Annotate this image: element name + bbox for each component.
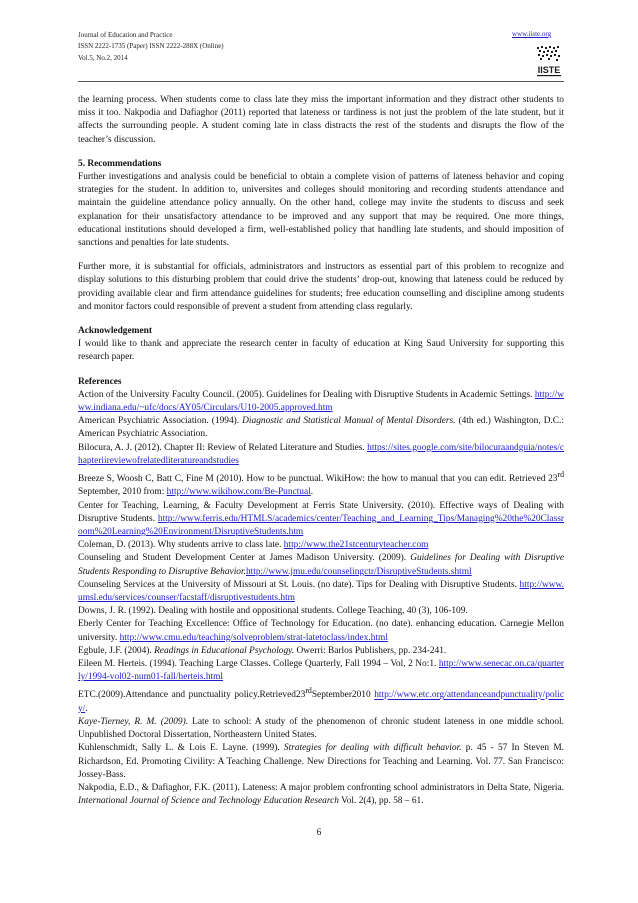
reference-link[interactable]: http://www.ferris.edu/HTMLS/academics/center/Teaching_and_Learning_Tips/Managing%20the%20Classroom%20Learning%20Environment/DisruptiveStudents.htm [78,513,564,538]
acknowledgement-text: I would like to thank and appreciate the research center in faculty of education at King Saud University for supporting this research paper. [78,339,564,363]
reference-link[interactable]: http://www.senecac.on.ca/quarterly/1994-vol02-num01-fall/herteis.html [78,659,564,683]
reference-item: Kaye-Tierney, R. M. (2009). Late to school: A study of the phenomenon of chronic student lateness in one middle school. Unpublished Doctoral Dissertation, Northeastern United States. [78,716,564,741]
reference-item: Eberly Center for Teaching Excellence: Office of Technology for Education. (no date). enhancing education. Carnegie Mellon university. http://www.cmu.edu/teaching/solveproblem/strat-latetoclass/index.html [78,619,564,643]
logo-text: IISTE [537,65,561,75]
issn-line: ISSN 2222-1735 (Paper) ISSN 2222-288X (Online) [78,42,224,51]
reference-item: Counseling Services at the University of Missouri at St. Louis. (no date). Tips for Dealing with Disruptive Students. http://www.umsl.edu/services/counser/facstaff/disruptivestudents.htm [78,579,564,604]
volume-line: Vol.5, No.2, 2014 [78,53,128,62]
reference-link[interactable]: http://www.etc.org/attendanceandpunctuality/policy/ [78,690,564,714]
reference-link[interactable]: http://www.indiana.edu/~ufc/docs/AY05/Circulars/U10-2005.approved.htm [78,389,564,414]
reference-item: Egbule, J.F. (2004). Readings in Educational Psychology. Owerri: Barlos Publishers, pp. 234-241. [78,645,447,656]
acknowledgement-heading: Acknowledgement [78,326,152,337]
running-header [78,30,224,64]
journal-url-link[interactable]: www.iiste.org [512,30,552,38]
reference-item: Eileen M. Herteis. (1994). Teaching Large Classes. College Quarterly, Fall 1994 – Vol, 2 No:1. http://www.senecac.on.ca/quarterly/1994-vol02-num01-fall/herteis.html [78,659,564,683]
reference-item: Center for Teaching, Learning, & Faculty Development at Ferris State University. (2010). Effective ways of Dealing with Disruptive Students. http://www.ferris.edu/HTMLS/academics/center/Teaching_and_Learning_Tips/Managing%20the%20Classroom%20Learning%20Environment/DisruptiveStudents.htm [78,500,564,538]
reference-item: Nakpodia, E.D., & Dafiaghor, F.K. (2011). Lateness: A major problem confronting school administrators in Delta State, Nigeria. International Journal of Science and Technology Education Research Vol. 2(4), pp. 58 – 61. [78,783,564,807]
intro-paragraph: the learning process. When students come to class late they miss the important information and they distract other students to miss it too. Nakpodia and Dafiaghor (2011) reported that lateness or tardiness is not just the problem of the late student, but it affects the surrounding people. A student coming late in class distracts the rest of the students and disrupts the flow of the teacher’s discussion. [78,95,564,145]
reference-item: Kuhlenschmidt, Sally L. & Lois E. Layne. (1999). Strategies for dealing with difficult behavior. p. 45 - 57 In Steven M. Richardson, Ed. Promoting Civility: A Teaching Challenge. New Directions for Teaching and Learning. Vol. 77. San Francisco: Jossey-Bass. [78,743,565,780]
reference-link[interactable]: http://www.umsl.edu/services/counser/facstaff/disruptivestudents.htm [78,579,564,604]
page-body [78,94,564,808]
reference-link[interactable]: http://www.wikihow.com/Be-Punctual [166,487,311,498]
references-heading: References [78,376,122,387]
iiste-logo [534,45,564,79]
recommendations-paragraph-2: Further more, it is substantial for officials, administrators and instructors as essential part of this problem to recognize and display solutions to this disturbing problem that could drive the students’ drop-out, knowing that lateness could be reduced by providing available clear and firm attendance guidelines for students; free education counselling and discipline among students and monitor factors could responsible of prevent a student from attending class regularly. [78,262,564,312]
reference-item: Breeze S, Woosh C, Batt C, Fine M (2010). How to be punctual. WikiHow: the how to manual that you can edit. Retrieved 23rd September, 2010 from: http://www.wikihow.com/Be-Punctual. [78,470,564,498]
reference-link[interactable]: http://www.jmu.edu/counselingctr/DisruptiveStudents.shtml [245,566,472,577]
reference-item: Action of the University Faculty Council. (2005). Guidelines for Dealing with Disruptive Students in Academic Settings. http://www.indiana.edu/~ufc/docs/AY05/Circulars/U10-2005.approved.htm [78,389,564,414]
reference-item: Bilocura, A. J. (2012). Chapter II: Review of Related Literature and Studies. https://sites.google.com/site/bilocuraandguia/notes/chapteriireviewofrelatedliteratureandstudies [78,442,564,466]
reference-link[interactable]: http://www.cmu.edu/teaching/solveproblem/strat-latetoclass/index.html [119,632,388,643]
journal-name: Journal of Education and Practice [78,31,173,39]
reference-item: Coleman, D. (2013). Why students arrive to class late. http://www.the21stcenturyteacher.com [78,540,429,551]
page-number: 6 [316,828,322,838]
reference-item: American Psychiatric Association. (1994). Diagnostic and Statistical Manual of Mental Disorders. (4th ed.) Washington, D.C.: American Psychiatric Association. [78,416,565,440]
reference-link[interactable]: http://www.the21stcenturyteacher.com [283,540,429,551]
reference-item: Downs, J. R. (1992). Dealing with hostile and oppositional students. College Teaching, 40 (3), 106-109. [78,606,468,617]
header-divider [78,81,564,82]
reference-item: Counseling and Student Development Center at James Madison University. (2009). Guidelines for Dealing with Disruptive Students Responding to Disruptive Behavior.http://www.jmu.edu/counselingctr/DisruptiveStudents.shtml [78,553,564,577]
recommendations-paragraph-1: Further investigations and analysis could be beneficial to obtain a complete vision of patterns of lateness behavior and coping strategies for the student. In addition to, universites and colleges should monitoring and recording students attendance and maintain the guideline attendance policy annually. On the other hand, college may invite the students to discuss and seek explanation for their unsatisfactory attendance to be improved and any support that may be required. One more things, educational institutions should developed a firm, well-established policy that handling late students, and should imposition of sanctions and penalties for late students. [78,172,564,249]
reference-item: ETC.(2009).Attendance and punctuality policy.Retrieved23rdSeptember2010 http://www.etc.org/attendanceandpunctuality/policy/. [78,686,564,714]
reference-link[interactable]: https://sites.google.com/site/bilocuraandguia/notes/chapteriireviewofrelatedliteratureandstudies [78,442,564,466]
recommendations-heading: 5. Recommendations [78,158,162,169]
